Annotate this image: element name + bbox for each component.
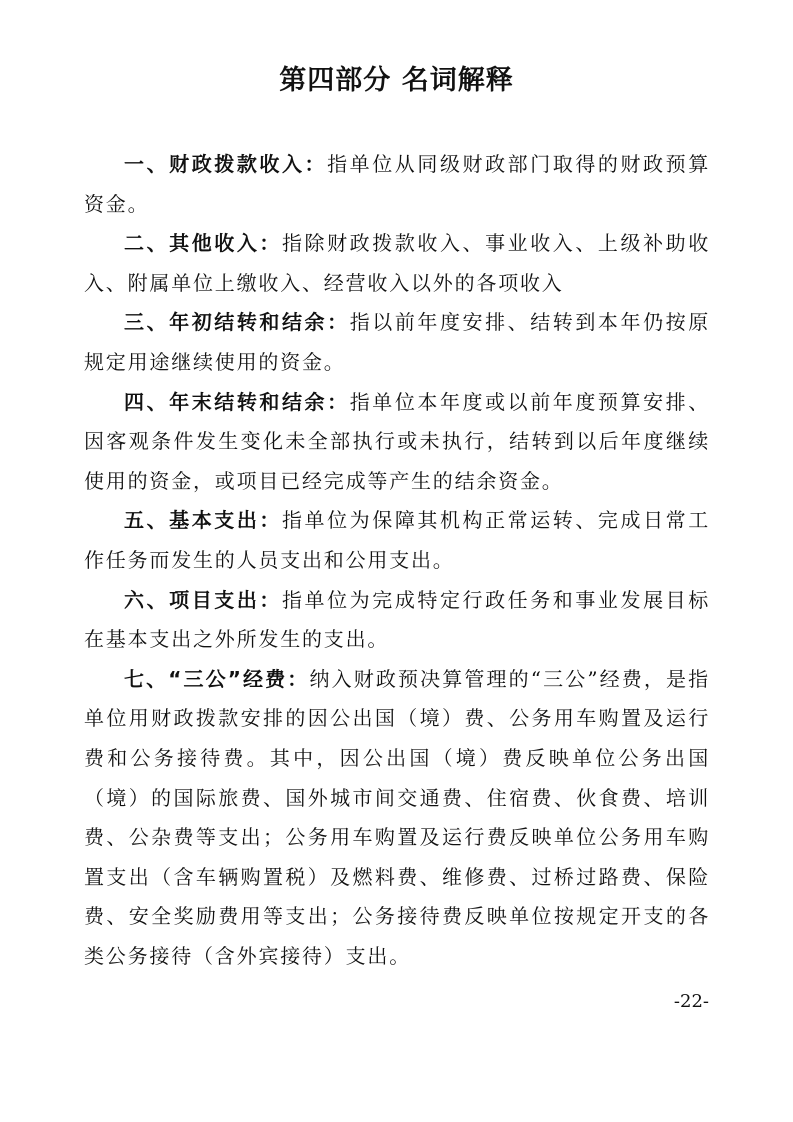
definition-term: 四、年末结转和结余： xyxy=(124,389,350,414)
definition-text: 指单位为完成特定行政任务和事业发展目标在基本支出之外所发生的支出。 xyxy=(84,587,710,652)
definition-term: 三、年初结转和结余： xyxy=(124,310,350,335)
page-title: 第四部分 名词解释 xyxy=(279,65,514,96)
definitions-body xyxy=(84,145,710,976)
definition-paragraph xyxy=(84,145,710,224)
definition-paragraph xyxy=(84,383,710,502)
definition-term: 五、基本支出： xyxy=(124,508,282,533)
definition-text: 指以前年度安排、结转到本年仍按原规定用途继续使用的资金。 xyxy=(84,310,710,374)
definition-term: 六、项目支出： xyxy=(124,587,282,612)
definition-term: 七、“三公”经费： xyxy=(124,666,310,691)
definition-paragraph xyxy=(84,581,710,660)
definition-text: 指单位本年度或以前年度预算安排、因客观条件发生变化未全部执行或未执行，结转到以后年度继续使用的资金，或项目已经完成等产生的结余资金。 xyxy=(84,389,710,493)
definition-paragraph xyxy=(84,303,710,382)
definition-text: 纳入财政预决算管理的“三公”经费，是指单位用财政拨款安排的因公出国（境）费、公务用车购置及运行费和公务接待费。其中，因公出国（境）费反映单位公务出国（境）的国际旅费、国外城市间交通费、住宿费、伙食费、培训费、公杂费等支出；公务用车购置及运行费反映单位公务用车购置支出（含车辆购置税）及燃料费、维修费、过桥过路费、保险费、安全奖励费用等支出；公务接待费反映单位按规定开支的各类公务接待（含外宾接待）支出。 xyxy=(84,666,710,968)
definition-term: 一、财政拨款收入： xyxy=(124,152,328,176)
definition-paragraph xyxy=(84,660,710,977)
definition-paragraph xyxy=(84,224,710,303)
definition-term: 二、其他收入： xyxy=(124,231,282,256)
definition-paragraph xyxy=(84,501,710,580)
definition-text: 指单位为保障其机构正常运转、完成日常工作任务而发生的人员支出和公用支出。 xyxy=(84,508,710,572)
definition-text: 指单位从同级财政部门取得的财政预算资金。 xyxy=(84,152,710,216)
definition-text: 指除财政拨款收入、事业收入、上级补助收入、附属单位上缴收入、经营收入以外的各项收入 xyxy=(84,231,710,295)
page-number: -22- xyxy=(673,991,709,1012)
